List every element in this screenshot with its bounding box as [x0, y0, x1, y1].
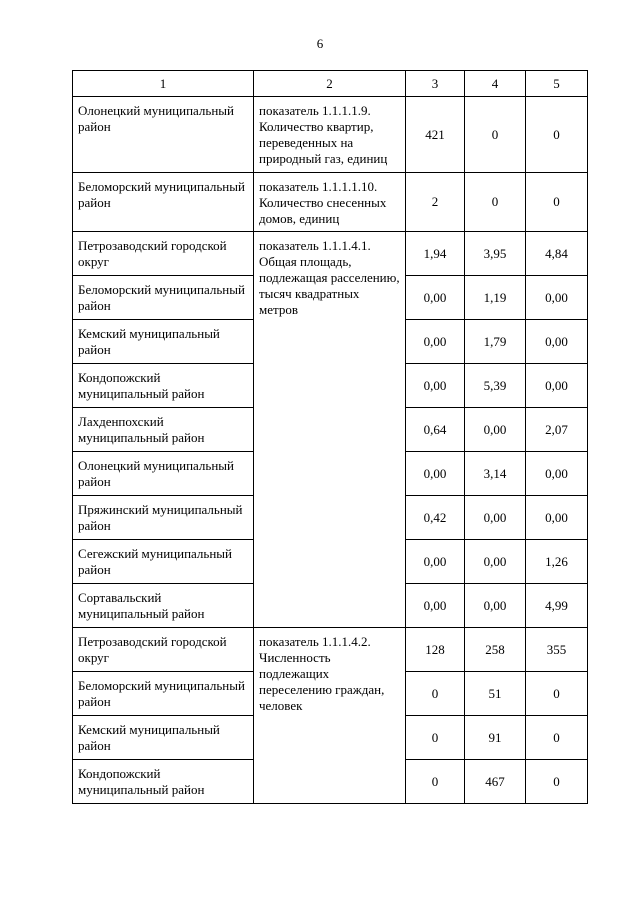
value-cell-col-4: 0,00 [465, 540, 526, 584]
district-cell: Кондопожский муниципальный район [73, 760, 254, 804]
value-cell-col-5: 0 [526, 97, 588, 173]
value-cell-col-4: 0,00 [465, 496, 526, 540]
value-cell-col-4: 0 [465, 173, 526, 232]
indicator-cell: показатель 1.1.1.4.1. Общая площадь, подлежащая расселению, тысяч квадратных метров [254, 232, 406, 628]
column-header-2: 2 [254, 71, 406, 97]
value-cell-col-5: 355 [526, 628, 588, 672]
value-cell-col-5: 0,00 [526, 364, 588, 408]
indicator-cell: показатель 1.1.1.4.2. Численность подлежащих переселению граждан, человек [254, 628, 406, 804]
value-cell-col-3: 0 [406, 760, 465, 804]
value-cell-col-3: 0,00 [406, 276, 465, 320]
value-cell-col-3: 0 [406, 672, 465, 716]
indicator-cell: показатель 1.1.1.1.9. Количество квартир, переведенных на природный газ, единиц [254, 97, 406, 173]
indicators-table [72, 70, 588, 804]
value-cell-col-5: 4,99 [526, 584, 588, 628]
column-header-4: 4 [465, 71, 526, 97]
value-cell-col-4: 3,14 [465, 452, 526, 496]
header-row [73, 71, 588, 97]
district-cell: Кондопожский муниципальный район [73, 364, 254, 408]
district-cell: Пряжинский муниципальный район [73, 496, 254, 540]
district-cell: Петрозаводский городской округ [73, 232, 254, 276]
table-row [73, 628, 588, 672]
value-cell-col-5: 0 [526, 716, 588, 760]
table-row [73, 173, 588, 232]
table-body [73, 97, 588, 804]
value-cell-col-3: 0 [406, 716, 465, 760]
value-cell-col-5: 0 [526, 173, 588, 232]
column-header-3: 3 [406, 71, 465, 97]
district-cell: Олонецкий муниципальный район [73, 97, 254, 173]
value-cell-col-3: 421 [406, 97, 465, 173]
district-cell: Сегежский муниципальный район [73, 540, 254, 584]
value-cell-col-5: 0 [526, 672, 588, 716]
column-header-5: 5 [526, 71, 588, 97]
table-row [73, 97, 588, 173]
value-cell-col-4: 1,19 [465, 276, 526, 320]
district-cell: Петрозаводский городской округ [73, 628, 254, 672]
indicator-cell: показатель 1.1.1.1.10. Количество снесенных домов, единиц [254, 173, 406, 232]
district-cell: Кемский муниципальный район [73, 320, 254, 364]
district-cell: Сортавальский муниципальный район [73, 584, 254, 628]
value-cell-col-5: 0,00 [526, 320, 588, 364]
value-cell-col-4: 0 [465, 97, 526, 173]
value-cell-col-3: 0,00 [406, 364, 465, 408]
value-cell-col-4: 0,00 [465, 584, 526, 628]
value-cell-col-4: 51 [465, 672, 526, 716]
district-cell: Лахденпохский муниципальный район [73, 408, 254, 452]
value-cell-col-4: 0,00 [465, 408, 526, 452]
value-cell-col-3: 0,00 [406, 452, 465, 496]
value-cell-col-4: 5,39 [465, 364, 526, 408]
value-cell-col-3: 0,64 [406, 408, 465, 452]
table-row [73, 232, 588, 276]
value-cell-col-5: 4,84 [526, 232, 588, 276]
value-cell-col-4: 3,95 [465, 232, 526, 276]
district-cell: Кемский муниципальный район [73, 716, 254, 760]
value-cell-col-4: 1,79 [465, 320, 526, 364]
value-cell-col-3: 0,00 [406, 584, 465, 628]
value-cell-col-3: 128 [406, 628, 465, 672]
value-cell-col-3: 1,94 [406, 232, 465, 276]
value-cell-col-5: 0 [526, 760, 588, 804]
value-cell-col-4: 467 [465, 760, 526, 804]
value-cell-col-4: 258 [465, 628, 526, 672]
value-cell-col-5: 2,07 [526, 408, 588, 452]
value-cell-col-5: 1,26 [526, 540, 588, 584]
value-cell-col-4: 91 [465, 716, 526, 760]
district-cell: Беломорский муниципальный район [73, 276, 254, 320]
value-cell-col-5: 0,00 [526, 496, 588, 540]
value-cell-col-3: 0,00 [406, 540, 465, 584]
value-cell-col-5: 0,00 [526, 276, 588, 320]
page-number: 6 [316, 36, 324, 51]
column-header-1: 1 [73, 71, 254, 97]
district-cell: Беломорский муниципальный район [73, 173, 254, 232]
district-cell: Олонецкий муниципальный район [73, 452, 254, 496]
district-cell: Беломорский муниципальный район [73, 672, 254, 716]
value-cell-col-3: 2 [406, 173, 465, 232]
value-cell-col-5: 0,00 [526, 452, 588, 496]
value-cell-col-3: 0,00 [406, 320, 465, 364]
value-cell-col-3: 0,42 [406, 496, 465, 540]
